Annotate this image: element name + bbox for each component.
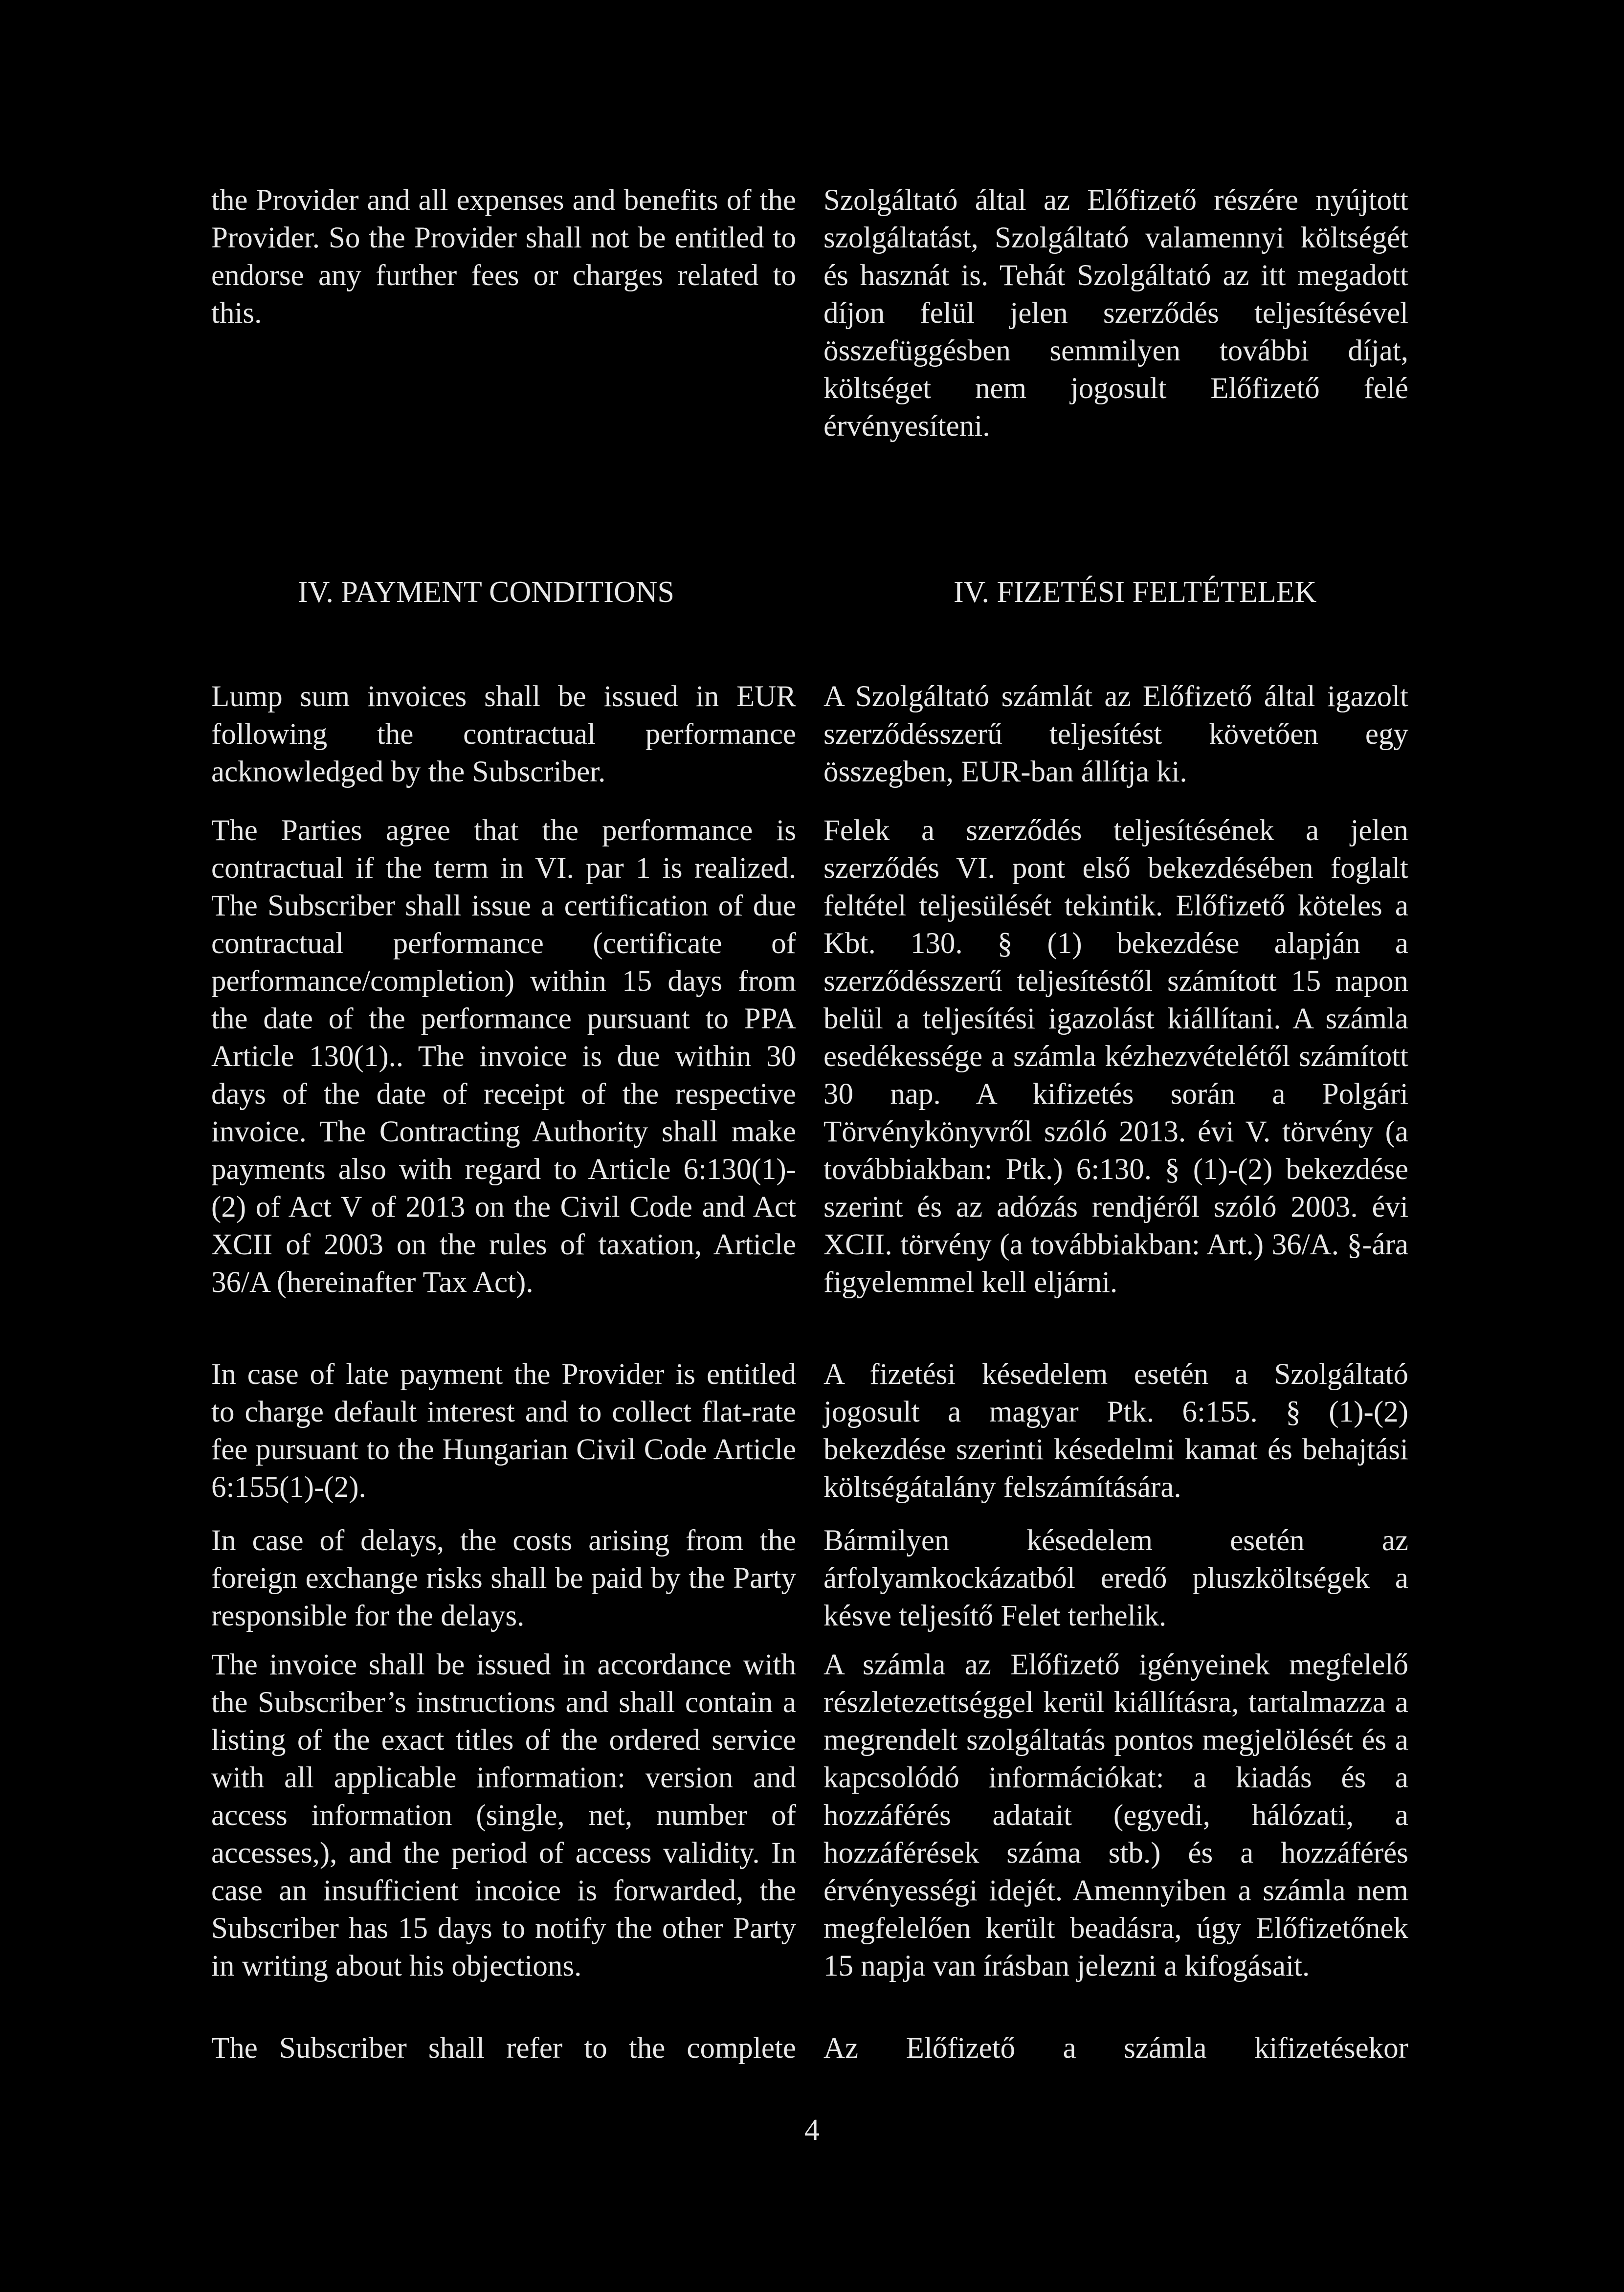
hungarian-intro-paragraph: Szolgáltató által az Előfizető részére nyújtott szolgáltatást, Szolgáltató valamennyi költségét és hasznát is. Tehát Szolgáltató az itt megadott díjon felül jelen szerződés teljesítésével összefüggésben semmilyen további díjat, költséget nem jogosult Előfizető felé érvényesíteni. bbox=[823, 184, 1408, 443]
hungarian-section-heading: IV. FIZETÉSI FELTÉTELEK bbox=[954, 576, 1317, 609]
english-paragraph-late-payment: In case of late payment the Provider is entitled to charge default interest and to collect flat-rate fee pursuant to the Hungarian Civil Code Article 6:155(1)-(2). bbox=[211, 1358, 796, 1504]
hungarian-paragraph-invoice-issue: A Szolgáltató számlát az Előfizető által igazolt szerződésszerű teljesítést követően egy összegben, EUR-ban állítja ki. bbox=[823, 680, 1408, 788]
english-paragraph-invoice-issue: Lump sum invoices shall be issued in EUR following the contractual performance acknowledged by the Subscriber. bbox=[211, 680, 796, 788]
page-number: 4 bbox=[804, 2114, 820, 2147]
english-paragraph-performance: The Parties agree that the performance is contractual if the term in VI. par 1 is realized. The Subscriber shall issue a certification of due contractual performance (certificate of performance/completion) within 15 days from the date of the performance pursuant to PPA Article 130(1).. The invoice is due within 30 days of the date of receipt of the respective invoice. The Contracting Authority shall make payments also with regard to Article 6:130(1)-(2) of Act V of 2013 on the Civil Code and Act XCII of 2003 on the rules of taxation, Article 36/A (hereinafter Tax Act). bbox=[211, 814, 796, 1299]
hungarian-paragraph-late-payment: A fizetési késedelem esetén a Szolgáltató jogosult a magyar Ptk. 6:155. § (1)-(2) bekezdése szerinti késedelmi kamat és behajtási költségátalány felszámítására. bbox=[823, 1358, 1408, 1504]
english-paragraph-invoice-content: The invoice shall be issued in accordance with the Subscriber’s instructions and shall contain a listing of the exact titles of the ordered service with all applicable information: version and access information (single, net, number of accesses,), and the period of access validity. In case an insufficient incoice is forwarded, the Subscriber has 15 days to notify the other Party in writing about his objections. bbox=[211, 1648, 796, 1982]
english-paragraph-delays: In case of delays, the costs arising from the foreign exchange risks shall be paid by the Party responsible for the delays. bbox=[211, 1524, 796, 1632]
hungarian-paragraph-continued: Az Előfizető a számla kifizetésekor bbox=[823, 2032, 1408, 2065]
english-section-heading: IV. PAYMENT CONDITIONS bbox=[298, 576, 674, 609]
hungarian-paragraph-performance: Felek a szerződés teljesítésének a jelen szerződés VI. pont első bekezdésében foglalt feltétel teljesülését tekintik. Előfizető köteles a Kbt. 130. § (1) bekezdése alapján a szerződésszerű teljesítéstől számított 15 napon belül a teljesítési igazolást kiállítani. A számla esedékessége a számla kézhezvételétől számított 30 nap. A kifizetés során a Polgári Törvénykönyvről szóló 2013. évi V. törvény (a továbbiakban: Ptk.) 6:130. § (1)-(2) bekezdése szerint és az adózás rendjéről szóló 2003. évi XCII. törvény (a továbbiakban: Art.) 36/A. §-ára figyelemmel kell eljárni. bbox=[823, 814, 1408, 1299]
hungarian-paragraph-invoice-content: A számla az Előfizető igényeinek megfelelő részletezettséggel kerül kiállításra, tartalmazza a megrendelt szolgáltatás pontos megjelölését és a kapcsolódó információkat: a kiadás és a hozzáférés adatait (egyedi, hálózati, a hozzáférések száma stb.) és a hozzáférés érvényességi idejét. Amennyiben a számla nem megfelelően került beadásra, úgy Előfizetőnek 15 napja van írásban jelezni a kifogásait. bbox=[823, 1648, 1408, 1982]
hungarian-paragraph-delays: Bármilyen késedelem esetén az árfolyamkockázatból eredő pluszköltségek a késve teljesítő Felet terhelik. bbox=[823, 1524, 1408, 1632]
english-paragraph-continued: The Subscriber shall refer to the complete bbox=[211, 2032, 796, 2065]
english-intro-paragraph: the Provider and all expenses and benefits of the Provider. So the Provider shall not be entitled to endorse any further fees or charges related to this. bbox=[211, 184, 796, 330]
